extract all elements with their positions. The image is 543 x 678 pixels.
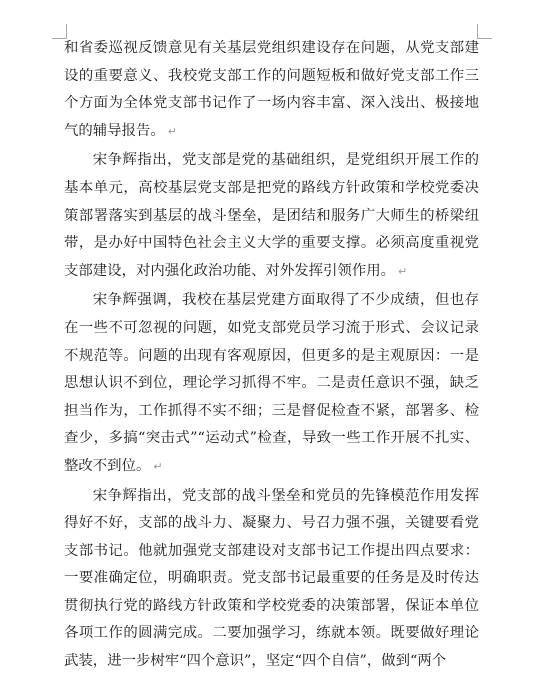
paragraph-mark-icon: ↵ [153, 459, 163, 473]
paragraph-3 [64, 287, 479, 480]
paragraph-4-text: 宋争辉指出，党支部的战斗堡垒和党员的先锋模范作用发挥得好不好，支部的战斗力、凝聚力、号召力强不强，关键要看党支部书记。他就加强党支部建设对支部书记工作提出四点要求：一要准确定位，明确职责。党支部书记最重要的任务是及时传达贯彻执行党的路线方针政策和学校党委的决策部署，保证本单位各项工作的圆满完成。二要加强学习，练就本领。既要做好理论武装，进一步树牢“四个意识”，坚定“四个自信”，做到“两个 [64, 487, 479, 670]
paragraph-mark-icon: ↵ [398, 264, 408, 278]
paragraph-3-text: 宋争辉强调，我校在基层党建方面取得了不少成绩，但也存在一些不可忽视的问题，如党支部党员学习流于形式、会议记录不规范等。问题的出现有客观原因，但更多的是主观原因：一是思想认识不到位，理论学习抓得不牢。二是责任意识不强，缺乏担当作为，工作抓得不实不细；三是督促检查不紧，部署多、检查少，多搞“突击式”“运动式”检查，导致一些工作开展不扎实、整改不到位。 [64, 292, 479, 474]
paragraph-2-text: 宋争辉指出，党支部是党的基础组织，是党组织开展工作的基本单元，高校基层党支部是把党的路线方针政策和学校党委决策部署落实到基层的战斗堡垒，是团结和服务广大师生的桥梁纽带，是办好中国特色社会主义大学的重要支撑。必须高度重视党支部建设，对内强化政治功能、对外发挥引领作用。 [64, 152, 479, 279]
paragraph-2 [64, 147, 479, 285]
document-body[interactable] [64, 35, 479, 678]
paragraph-mark-icon: ↵ [167, 124, 177, 138]
paragraph-1-text: 和省委巡视反馈意见有关基层党组织建设存在问题，从党支部建设的重要意义、我校党支部工作的问题短板和做好党支部工作三个方面为全体党支部书记作了一场内容丰富、深入浅出、极接地气的辅导报告。 [64, 40, 479, 139]
paragraph-1 [64, 35, 479, 145]
top-right-margin-marker [477, 24, 492, 39]
